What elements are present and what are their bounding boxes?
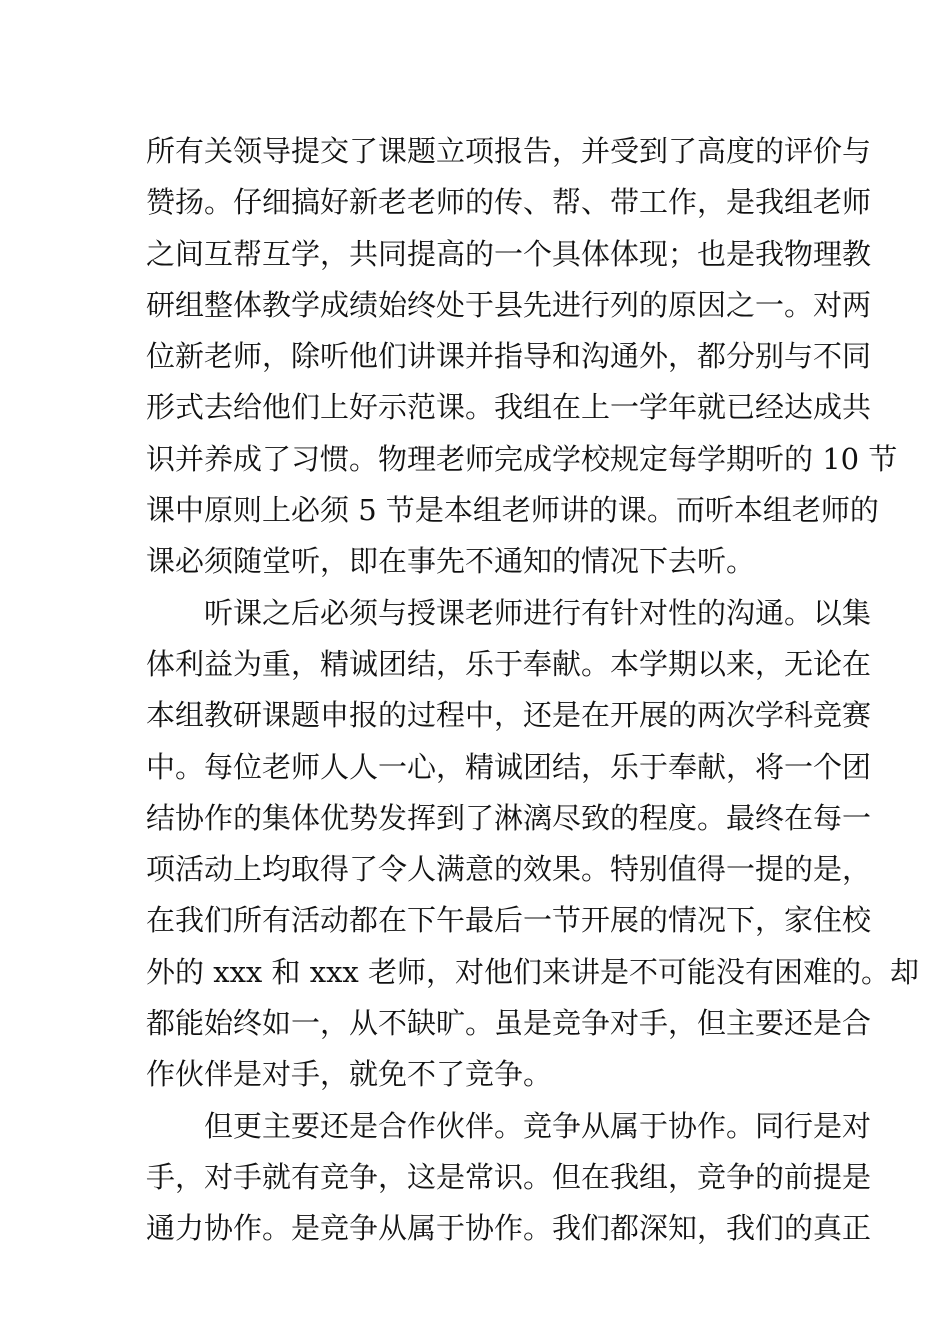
text-line: 听课之后必须与授课老师进行有针对性的沟通。以集 <box>204 595 872 630</box>
text-line: 作伙伴是对手，就免不了竞争。 <box>146 1057 553 1092</box>
text-line: 课中原则上必须 5 节是本组老师讲的课。而听本组老师的 <box>146 493 879 528</box>
text-line: 手，对手就有竞争，这是常识。但在我组，竞争的前提是 <box>146 1159 872 1194</box>
text-line: 位新老师，除听他们讲课并指导和沟通外，都分别与不同 <box>146 339 872 374</box>
text-line: 本组教研课题申报的过程中，还是在开展的两次学科竞赛 <box>146 698 872 733</box>
text-line: 外的 xxx 和 xxx 老师，对他们来讲是不可能没有困难的。却 <box>146 954 920 989</box>
text-line: 但更主要还是合作伙伴。竞争从属于协作。同行是对 <box>204 1108 872 1143</box>
text-line: 赞扬。仔细搞好新老老师的传、帮、带工作，是我组老师 <box>146 185 872 220</box>
text-line: 通力协作。是竞争从属于协作。我们都深知，我们的真正 <box>146 1211 872 1246</box>
text-line: 结协作的集体优势发挥到了淋漓尽致的程度。最终在每一 <box>146 800 872 835</box>
text-line: 中。每位老师人人一心，精诚团结，乐于奉献，将一个团 <box>146 749 872 784</box>
text-line: 在我们所有活动都在下午最后一节开展的情况下，家住校 <box>146 903 872 938</box>
text-line: 之间互帮互学，共同提高的一个具体体现；也是我物理教 <box>146 236 872 271</box>
text-line: 所有关领导提交了课题立项报告，并受到了高度的评价与 <box>146 134 872 168</box>
text-line: 识并养成了习惯。物理老师完成学校规定每学期听的 10 节 <box>146 441 898 476</box>
text-line: 体利益为重，精诚团结，乐于奉献。本学期以来，无论在 <box>146 646 872 681</box>
text-line: 研组整体教学成绩始终处于县先进行列的原因之一。对两 <box>146 287 872 322</box>
text-line: 都能始终如一，从不缺旷。虽是竞争对手，但主要还是合 <box>146 1006 872 1041</box>
text-line: 形式去给他们上好示范课。我组在上一学年就已经达成共 <box>146 390 872 425</box>
text-line: 项活动上均取得了令人满意的效果。特别值得一提的是， <box>146 852 872 887</box>
text-line: 课必须随堂听，即在事先不通知的情况下去听。 <box>146 544 756 579</box>
document-body <box>146 126 920 1255</box>
